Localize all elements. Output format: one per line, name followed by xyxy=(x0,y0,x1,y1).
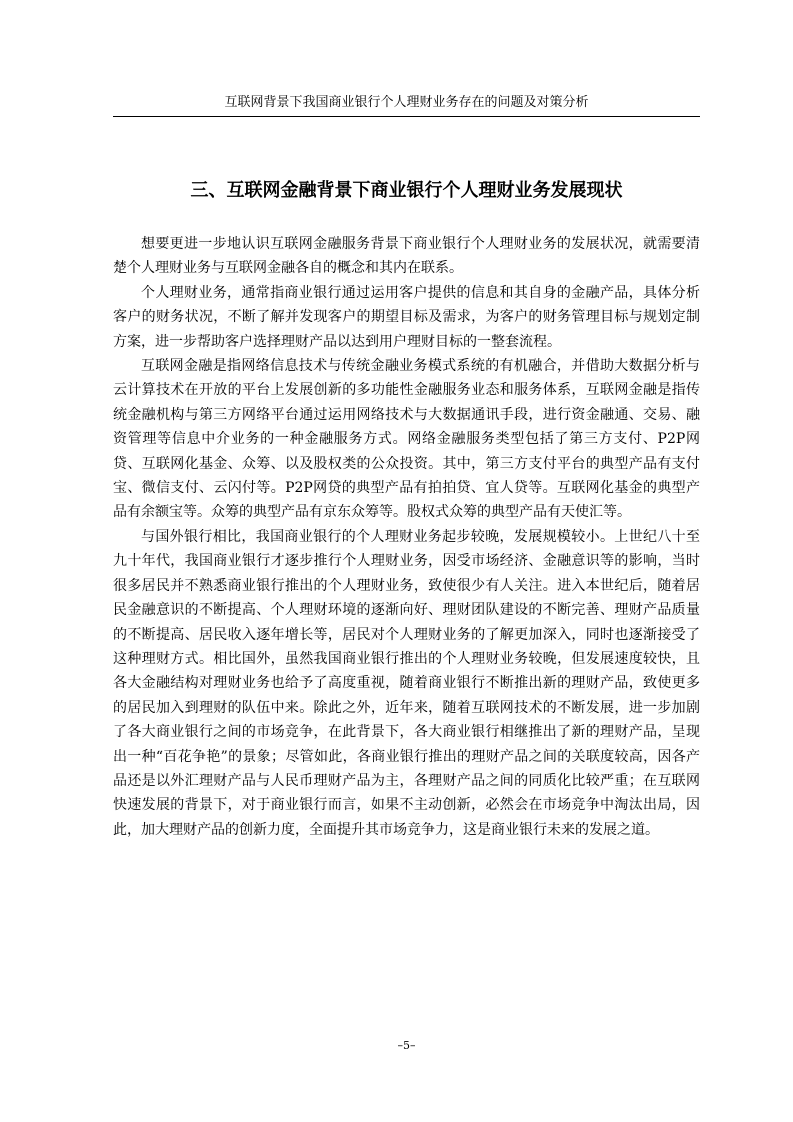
paragraph-development-status: 与国外银行相比，我国商业银行的个人理财业务起步较晚，发展规模较小。上世纪八十至九十年代，我国商业银行才逐步推行个人理财业务，因受市场经济、金融意识等的影响，当时很多居民并不熟悉商业银行推出的个人理财业务，致使很少有人关注。进入本世纪后，随着居民金融意识的不断提高、个人理财环境的逐渐向好、理财团队建设的不断完善、理财产品质量的不断提高、居民收入逐年增长等，居民对个人理财业务的了解更加深入，同时也逐渐接受了这种理财方式。相比国外，虽然我国商业银行推出的个人理财业务较晚，但发展速度较快，且各大金融结构对理财业务也给予了高度重视，随着商业银行不断推出新的理财产品，致使更多的居民加入到理财的队伍中来。除此之外，近年来，随着互联网技术的不断发展，进一步加剧了各大商业银行之间的市场竞争，在此背景下，各大商业银行相继推出了新的理财产品，呈现出一种“百花争艳”的景象；尽管如此，各商业银行推出的理财产品之间的关联度较高，因各产品还是以外汇理财产品与人民币理财产品为主，各理财产品之间的同质化比较严重；在互联网快速发展的背景下，对于商业银行而言，如果不主动创新，必然会在市场竞争中淘汰出局，因此，加大理财产品的创新力度，全面提升其市场竞争力，这是商业银行未来的发展之道。 xyxy=(113,528,700,838)
header-divider xyxy=(113,116,700,117)
section-title: 三、互联网金融背景下商业银行个人理财业务发展现状 xyxy=(190,180,623,201)
paragraph-concept-intro: 想要更进一步地认识互联网金融服务背景下商业银行个人理财业务的发展状况，就需要清楚个人理财业务与互联网金融各自的概念和其内在联系。 xyxy=(113,236,700,277)
running-header: 互联网背景下我国商业银行个人理财业务存在的问题及对策分析 xyxy=(224,95,589,110)
paragraph-internet-finance-definition: 互联网金融是指网络信息技术与传统金融业务模式系统的有机融合，并借助大数据分析与云计算技术在开放的平台上发展创新的多功能性金融服务业态和服务体系，互联网金融是指传统金融机构与第三方网络平台通过运用网络技术与大数据通讯手段，进行资金融通、交易、融资管理等信息中介业务的一种金融服务方式。网络金融服务类型包括了第三方支付、P2P网贷、互联网化基金、众筹、以及股权类的公众投资。其中，第三方支付平台的典型产品有支付宝、微信支付、云闪付等。P2P网贷的典型产品有拍拍贷、宜人贷等。互联网化基金的典型产品有余额宝等。众筹的典型产品有京东众筹等。股权式众筹的典型产品有天使汇等。 xyxy=(113,358,700,521)
body-text xyxy=(113,232,700,842)
page-number: –5– xyxy=(397,1039,416,1052)
paragraph-personal-finance-definition: 个人理财业务，通常指商业银行通过运用客户提供的信息和其自身的金融产品，具体分析客户的财务状况，不断了解并发现客户的期望目标及需求，为客户的财务管理目标与规划定制方案，进一步帮助客户选择理财产品以达到用户理财目标的一整套流程。 xyxy=(113,284,700,350)
